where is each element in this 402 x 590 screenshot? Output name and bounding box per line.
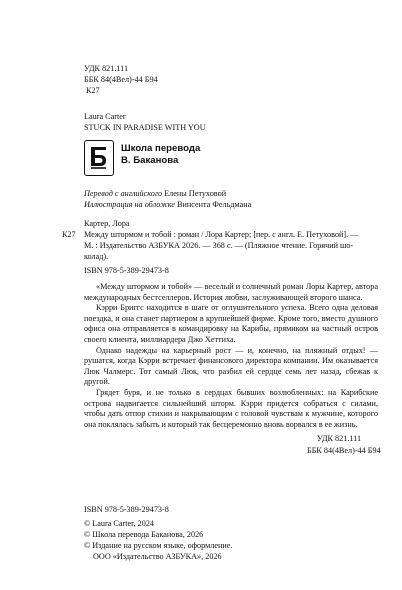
copyright-line: ООО «Издательство АЗБУКА», 2026 <box>93 552 222 561</box>
annotation-paragraph: «Между штормом и тобой» — веселый и солнечный роман Лоры Картер, автора международных бестселлеров. История любви, заслуживающей второго шанса. <box>84 282 378 302</box>
copyright-line: © Laura Carter, 2024 <box>84 519 155 528</box>
copyright-isbn: ISBN 978-5-389-29473-8 <box>84 505 169 514</box>
publisher-logo-name <box>121 143 200 167</box>
bbk-code: ББК 84(4Вел)-44 Б94 <box>84 75 158 84</box>
footer-udk-code: УДК 821.111 <box>317 434 362 443</box>
bakanov-school-monogram-icon <box>84 140 114 176</box>
annotation <box>84 282 378 430</box>
catalog-heading: Картер, Лора <box>84 219 130 228</box>
author-mark: К27 <box>86 86 100 95</box>
publisher-logo-line1: Школа перевода <box>121 143 201 154</box>
annotation-paragraph: Кэрри Бриггс находится в шаге от оглушительного успеха. Всего одна деловая поездка, и она станет партнером в крупнейшей фирме. Кроме того, вместо душного офиса она отправляется в командировку на Карибы, прямиком на частный остров своего клиента, миллиардера Джо Хеттиха. <box>84 303 378 344</box>
copyright-line: © Школа перевода Баканова, 2026 <box>84 530 204 539</box>
udk-code: УДК 821.111 <box>84 64 129 73</box>
cover-label: Иллюстрация на обложке <box>84 200 176 209</box>
catalog-isbn: ISBN 978-5-389-29473-8 <box>84 266 169 275</box>
original-title: STUCK IN PARADISE WITH YOU <box>84 123 206 132</box>
translation-label: Перевод с английского <box>84 189 163 198</box>
catalog-line: Между штормом и тобой : роман / Лора Картер; [пер. с англ. Е. Петуховой]. — <box>84 230 359 239</box>
catalog-line: М. : Издательство АЗБУКА 2026. — 368 с. — (Пляжное чтение. Горячий шо- <box>84 241 354 250</box>
annotation-paragraph: Однако надежды на карьерный рост — и, конечно, на пляжный отдых! — рушатся, когда Кэрри встречает финансового директора компании. Им оказывается Люк Чалмерс. Тот самый Люк, что разбил ей сердце семь лет назад, сбежав к другой. <box>84 345 378 387</box>
annotation-paragraph: Грядет буря, и не только в сердцах бывших возлюбленных: на Карибские острова надвигается сильнейший шторм. Кэрри придется собраться с силами, чтобы дать отпор стихии и накрывающим с головой чувствам к мужчине, которого она поклялась забыть и который так бесцеремонно вновь ворвался в ее жизнь. <box>84 387 378 429</box>
catalog-mark: К27 <box>62 230 76 239</box>
publisher-logo-line2: В. Баканова <box>121 155 179 166</box>
catalog-line: колад). <box>84 252 109 261</box>
illustrator-name: Винсента Фельдмана <box>175 200 252 209</box>
footer-bbk-code: ББК 84(4Вел)-44 Б94 <box>307 446 381 455</box>
illustration-credit <box>84 200 251 210</box>
copyright-line: © Издание на русском языке, оформление. <box>84 541 233 550</box>
original-author: Laura Carter <box>84 112 126 121</box>
translator-name: Елены Петуховой <box>162 189 227 198</box>
translation-credit <box>84 189 226 199</box>
